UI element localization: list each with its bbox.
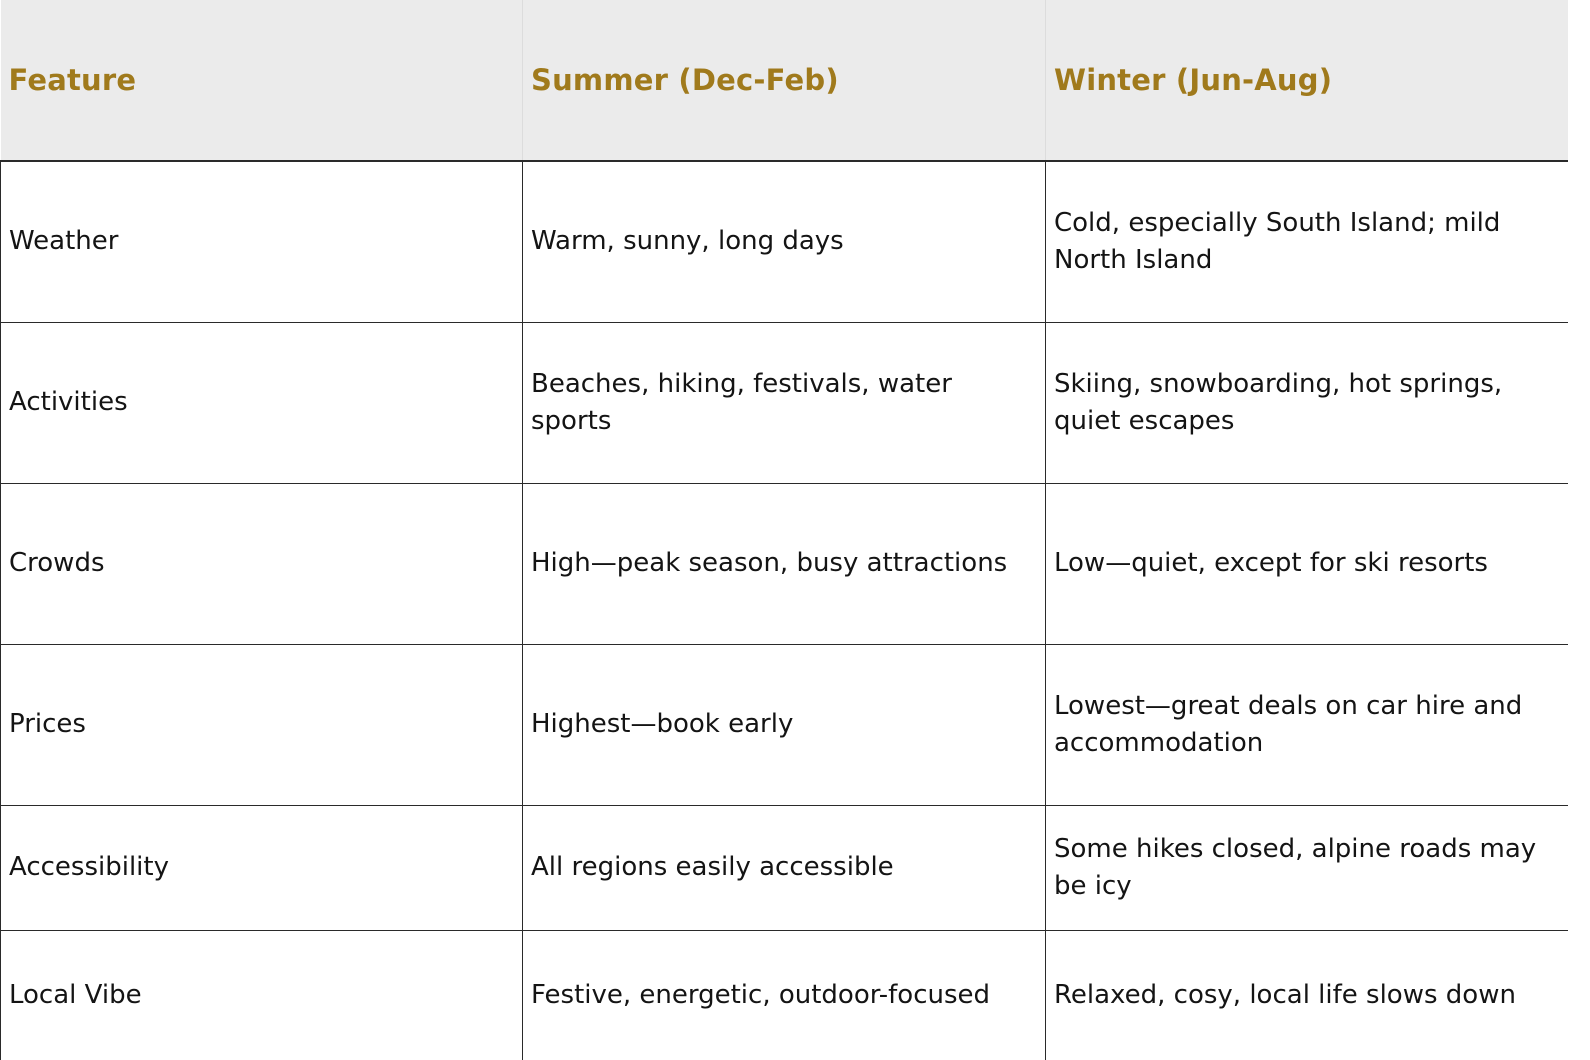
header-summer: Summer (Dec-Feb) [523, 0, 1046, 161]
cell-winter: Cold, especially South Island; mild North Island [1046, 161, 1569, 322]
cell-summer: Festive, energetic, outdoor-focused [523, 930, 1046, 1060]
table-row [1, 930, 1569, 1060]
header-winter: Winter (Jun-Aug) [1046, 0, 1569, 161]
cell-feature: Accessibility [1, 805, 523, 930]
table-row [1, 483, 1569, 644]
cell-summer: Highest—book early [523, 644, 1046, 805]
cell-summer: All regions easily accessible [523, 805, 1046, 930]
table-header-row [1, 0, 1569, 161]
cell-winter: Lowest—great deals on car hire and accommodation [1046, 644, 1569, 805]
cell-winter: Low—quiet, except for ski resorts [1046, 483, 1569, 644]
cell-feature: Activities [1, 322, 523, 483]
cell-summer: Beaches, hiking, festivals, water sports [523, 322, 1046, 483]
cell-feature: Weather [1, 161, 523, 322]
cell-winter: Skiing, snowboarding, hot springs, quiet escapes [1046, 322, 1569, 483]
cell-summer: Warm, sunny, long days [523, 161, 1046, 322]
table-row [1, 322, 1569, 483]
table-row [1, 644, 1569, 805]
table-row [1, 805, 1569, 930]
header-feature: Feature [1, 0, 523, 161]
cell-feature: Prices [1, 644, 523, 805]
cell-summer: High—peak season, busy attractions [523, 483, 1046, 644]
cell-feature: Local Vibe [1, 930, 523, 1060]
cell-feature: Crowds [1, 483, 523, 644]
table-row [1, 161, 1569, 322]
cell-winter: Some hikes closed, alpine roads may be icy [1046, 805, 1569, 930]
cell-winter: Relaxed, cosy, local life slows down [1046, 930, 1569, 1060]
